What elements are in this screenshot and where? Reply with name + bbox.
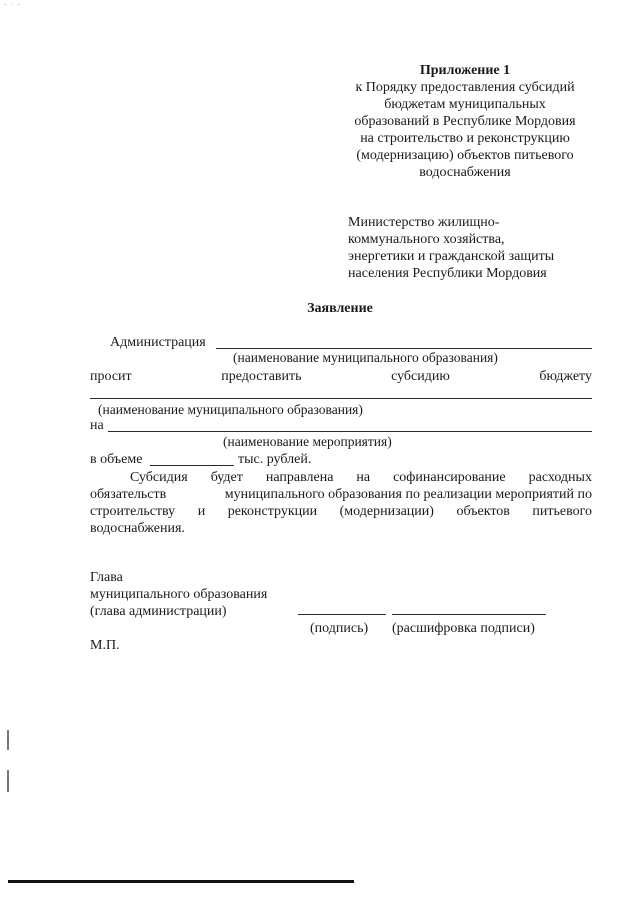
appendix-line: (модернизацию) объектов питьевого xyxy=(356,148,574,163)
request-word: просит xyxy=(90,369,132,384)
scan-bottom-bar xyxy=(8,880,354,883)
scan-edge-mark xyxy=(7,730,9,750)
signature-underline xyxy=(298,614,386,615)
body-word: муниципального образования по реализации мероприятий по xyxy=(224,487,592,502)
signature-line: (глава администрации) xyxy=(90,604,227,619)
amount-underline xyxy=(150,465,234,466)
body-line-2 xyxy=(90,486,592,503)
body-word: объектов xyxy=(456,504,510,519)
body-word: реконструкции xyxy=(227,504,318,519)
signature-line: Глава xyxy=(90,570,123,585)
addressee-line: населения Республики Мордовия xyxy=(348,266,547,281)
body-line-4: водоснабжения. xyxy=(90,521,185,536)
body-word: питьевого xyxy=(532,504,592,519)
on-label: на xyxy=(90,418,104,433)
addressee-line: коммунального хозяйства, xyxy=(348,232,505,247)
request-word: бюджету xyxy=(539,369,592,384)
addressee-line: энергетики и гражданской защиты xyxy=(348,249,555,264)
appendix-title: Приложение 1 xyxy=(419,63,511,78)
event-hint: (наименование мероприятия) xyxy=(223,434,392,449)
administration-label: Администрация xyxy=(110,335,206,350)
scan-corner-mark: - · - xyxy=(4,0,21,9)
body-word: строительству xyxy=(90,504,176,519)
decoding-hint: (расшифровка подписи) xyxy=(392,621,535,636)
form-title: Заявление xyxy=(307,301,373,316)
body-line-1 xyxy=(130,469,592,486)
appendix-line: образований в Республике Мордовия xyxy=(354,114,576,129)
body-word: софинансирование xyxy=(393,470,506,485)
appendix-line: на строительство и реконструкцию xyxy=(360,131,570,146)
scan-edge-mark xyxy=(7,770,9,792)
addressee-line: Министерство жилищно- xyxy=(348,215,500,230)
body-word: и xyxy=(197,504,206,519)
body-word: (модернизации) xyxy=(339,504,434,519)
body-word: обязательств xyxy=(90,487,167,502)
appendix-line: к Порядку предоставления субсидий xyxy=(355,80,575,95)
request-word: предоставить xyxy=(221,369,302,384)
appendix-line: водоснабжения xyxy=(419,165,511,180)
body-word: расходных xyxy=(528,470,592,485)
amount-prefix: в объеме xyxy=(90,452,143,467)
signature-line: муниципального образования xyxy=(90,587,268,602)
body-word: направлена xyxy=(265,470,334,485)
municipality-hint-1: (наименование муниципального образования) xyxy=(233,350,498,365)
request-line xyxy=(90,368,592,385)
body-word: на xyxy=(356,470,371,485)
event-underline xyxy=(108,431,592,432)
municipality-underline xyxy=(90,398,592,399)
decoding-underline xyxy=(392,614,546,615)
body-word: будет xyxy=(210,470,243,485)
signature-hint: (подпись) xyxy=(310,621,369,636)
body-word: Субсидия xyxy=(130,470,188,485)
body-line-3 xyxy=(90,503,592,520)
request-word: субсидию xyxy=(391,369,450,384)
seal-label: М.П. xyxy=(90,638,120,653)
amount-suffix: тыс. рублей. xyxy=(238,452,312,467)
municipality-hint-2: (наименование муниципального образования) xyxy=(98,402,363,417)
appendix-line: бюджетам муниципальных xyxy=(384,97,546,112)
